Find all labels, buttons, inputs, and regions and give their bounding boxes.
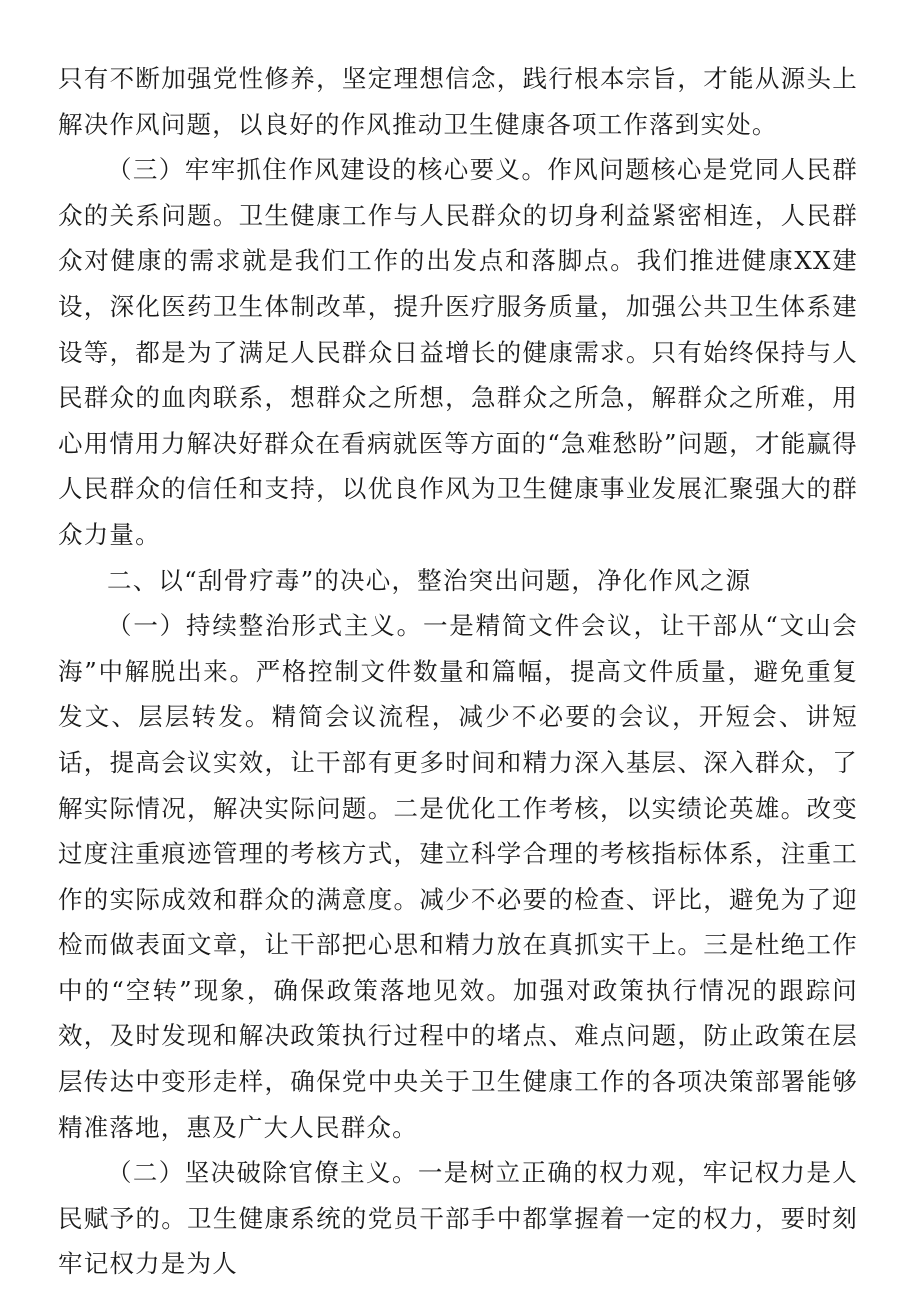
paragraph-section-2-2: （二）坚决破除官僚主义。一是树立正确的权力观，牢记权力是人民赋予的。卫生健康系统的党员干部手中都掌握着一定的权力，要时刻牢记权力是为人 — [58, 1158, 858, 1279]
paragraph-section-1-3: （三）牢牢抓住作风建设的核心要义。作风问题核心是党同人民群众的关系问题。卫生健康工作与人民群众的切身利益紧密相连，人民群众对健康的需求就是我们工作的出发点和落脚点。我们推进健康XX建设，深化医药卫生体制改革，提升医疗服务质量，加强公共卫生体系建设等，都是为了满足人民群众日益增长的健康需求。只有始终保持与人民群众的血肉联系，想群众之所想，急群众之所急，解群众之所难，用心用情用力解决好群众在看病就医等方面的“急难愁盼”问题，才能赢得人民群众的信任和支持，以优良作风为卫生健康事业发展汇聚强大的群众力量。 — [58, 155, 858, 549]
section-heading-2: 二、以“刮骨疗毒”的决心，整治突出问题，净化作风之源 — [107, 565, 752, 595]
paragraph-section-2-1: （一）持续整治形式主义。一是精简文件会议，让干部从“文山会海”中解脱出来。严格控制文件数量和篇幅，提高文件质量，避免重复发文、层层转发。精简会议流程，减少不必要的会议，开短会、讲短话，提高会议实效，让干部有更多时间和精力深入基层、深入群众，了解实际情况，解决实际问题。二是优化工作考核，以实绩论英雄。改变过度注重痕迹管理的考核方式，建立科学合理的考核指标体系，注重工作的实际成效和群众的满意度。减少不必要的检查、评比，避免为了迎检而做表面文章，让干部把心思和精力放在真抓实干上。三是杜绝工作中的“空转”现象，确保政策落地见效。加强对政策执行情况的跟踪问效，及时发现和解决政策执行过程中的堵点、难点问题，防止政策在层层传达中变形走样，确保党中央关于卫生健康工作的各项决策部署能够精准落地，惠及广大人民群众。 — [58, 611, 858, 1142]
paragraph-continuation: 只有不断加强党性修养，坚定理想信念，践行根本宗旨，才能从源头上解决作风问题，以良好的作风推动卫生健康各项工作落到实处。 — [58, 64, 858, 139]
